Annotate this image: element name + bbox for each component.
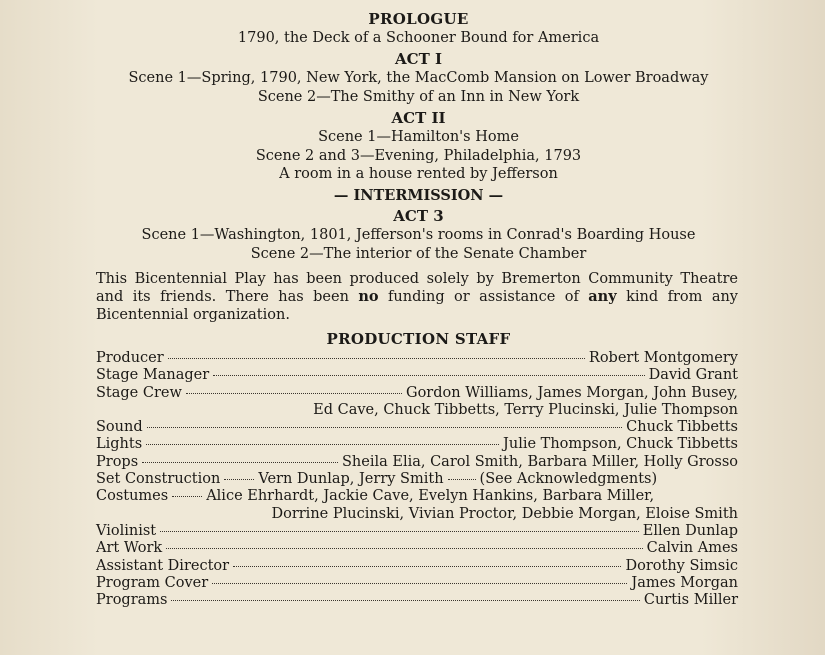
staff-role: Stage Manager bbox=[96, 367, 210, 384]
act3-title: ACT 3 bbox=[393, 206, 444, 225]
staff-names: Alice Ehrhardt, Jackie Cave, Evelyn Hankins, Barbara Miller, bbox=[206, 488, 655, 505]
dot-leader bbox=[233, 566, 621, 567]
dot-leader bbox=[166, 548, 642, 549]
act2-scene23: Scene 2 and 3—Evening, Philadelphia, 1793 bbox=[255, 148, 582, 164]
staff-names: Vern Dunlap, Jerry Smith bbox=[258, 471, 444, 488]
act1-scene1: Scene 1—Spring, 1790, New York, the MacComb Mansion on Lower Broadway bbox=[128, 69, 709, 86]
note-text-2: funding or assistance of bbox=[378, 289, 589, 305]
staff-row-producer bbox=[96, 350, 738, 367]
staff-names: (See Acknowledgments) bbox=[479, 471, 658, 488]
staff-role: Producer bbox=[96, 350, 164, 366]
act1-scene2: Scene 2—The Smithy of an Inn in New York bbox=[257, 89, 580, 105]
dot-leader bbox=[186, 393, 402, 394]
staff-names: James Morgan bbox=[631, 574, 738, 591]
dot-leader bbox=[213, 375, 645, 376]
staff-names: Calvin Ames bbox=[646, 540, 738, 557]
intermission: — INTERMISSION — bbox=[333, 187, 504, 204]
staff-names: Julie Thompson, Chuck Tibbetts bbox=[503, 436, 738, 453]
prologue-title: PROLOGUE bbox=[368, 10, 469, 28]
note-bold-any: any bbox=[588, 288, 617, 305]
staff-role: Costumes bbox=[96, 488, 169, 505]
dot-leader bbox=[212, 583, 627, 584]
staff-row-violinist bbox=[96, 523, 738, 540]
staff-names: Robert Montgomery bbox=[588, 350, 738, 366]
prologue-setting: 1790, the Deck of a Schooner Bound for America bbox=[237, 30, 600, 46]
dot-leader bbox=[147, 427, 623, 428]
dot-leader bbox=[171, 600, 639, 601]
note-text-3: kind from any Bicentennial organization. bbox=[96, 289, 738, 323]
staff-names: Chuck Tibbetts bbox=[626, 419, 738, 436]
staff-row-program-cover bbox=[96, 575, 738, 592]
staff-names: Curtis Miller bbox=[643, 592, 738, 609]
staff-row-costumes bbox=[96, 488, 738, 505]
staff-row-lights bbox=[96, 436, 738, 453]
act2-scene23-room: A room in a house rented by Jefferson bbox=[279, 165, 558, 182]
staff-row-stage-crew bbox=[96, 385, 738, 402]
staff-row-programs bbox=[96, 592, 738, 609]
staff-row-assistant-director bbox=[96, 558, 738, 575]
staff-row-art-work bbox=[96, 540, 738, 557]
act3-scene2: Scene 2—The interior of the Senate Chamber bbox=[250, 246, 587, 262]
staff-names: Gordon Williams, James Morgan, John Busey, bbox=[405, 384, 738, 401]
staff-role: Art Work bbox=[96, 540, 163, 557]
act2-title: ACT II bbox=[391, 108, 446, 127]
staff-role: Programs bbox=[96, 592, 168, 609]
staff-names-continued: Ed Cave, Chuck Tibbetts, Terry Plucinski, Julie Thompson bbox=[313, 401, 738, 418]
staff-role: Program Cover bbox=[96, 574, 209, 591]
staff-names: Ellen Dunlap bbox=[642, 522, 738, 539]
staff-role: Set Construction bbox=[96, 471, 221, 488]
dot-leader bbox=[168, 358, 585, 359]
dot-leader bbox=[448, 479, 476, 480]
staff-role: Sound bbox=[96, 419, 143, 436]
production-staff-title: PRODUCTION STAFF bbox=[326, 330, 511, 348]
dot-leader bbox=[146, 444, 499, 445]
note-bold-no: no bbox=[358, 288, 379, 305]
staff-names: Dorothy Simsic bbox=[625, 557, 738, 574]
bicentennial-note bbox=[96, 271, 738, 325]
dot-leader bbox=[224, 479, 254, 480]
staff-role: Lights bbox=[96, 436, 143, 453]
staff-row-stage-manager bbox=[96, 367, 738, 384]
dot-leader bbox=[160, 531, 639, 532]
staff-role: Stage Crew bbox=[96, 384, 182, 401]
staff-role: Props bbox=[96, 453, 139, 470]
staff-row-props bbox=[96, 454, 738, 471]
staff-names: Sheila Elia, Carol Smith, Barbara Miller, Holly Grosso bbox=[341, 453, 738, 470]
staff-row-sound bbox=[96, 419, 738, 436]
act3-scene1: Scene 1—Washington, 1801, Jefferson's rooms in Conrad's Boarding House bbox=[141, 226, 696, 243]
staff-row-set-construction bbox=[96, 471, 738, 488]
dot-leader bbox=[142, 462, 338, 463]
note-text-1: This Bicentennial Play has been produced solely by Bremerton Community Theatre and its friends. There has been bbox=[96, 270, 738, 305]
staff-role: Assistant Director bbox=[96, 557, 230, 574]
staff-names: David Grant bbox=[648, 367, 738, 384]
act2-scene1: Scene 1—Hamilton's Home bbox=[318, 128, 519, 145]
dot-leader bbox=[172, 496, 202, 497]
staff-role: Violinist bbox=[96, 522, 157, 539]
staff-names-continued: Dorrine Plucinski, Vivian Proctor, Debbie Morgan, Eloise Smith bbox=[271, 505, 738, 522]
act1-title: ACT I bbox=[395, 49, 442, 68]
staff-list bbox=[96, 350, 738, 609]
